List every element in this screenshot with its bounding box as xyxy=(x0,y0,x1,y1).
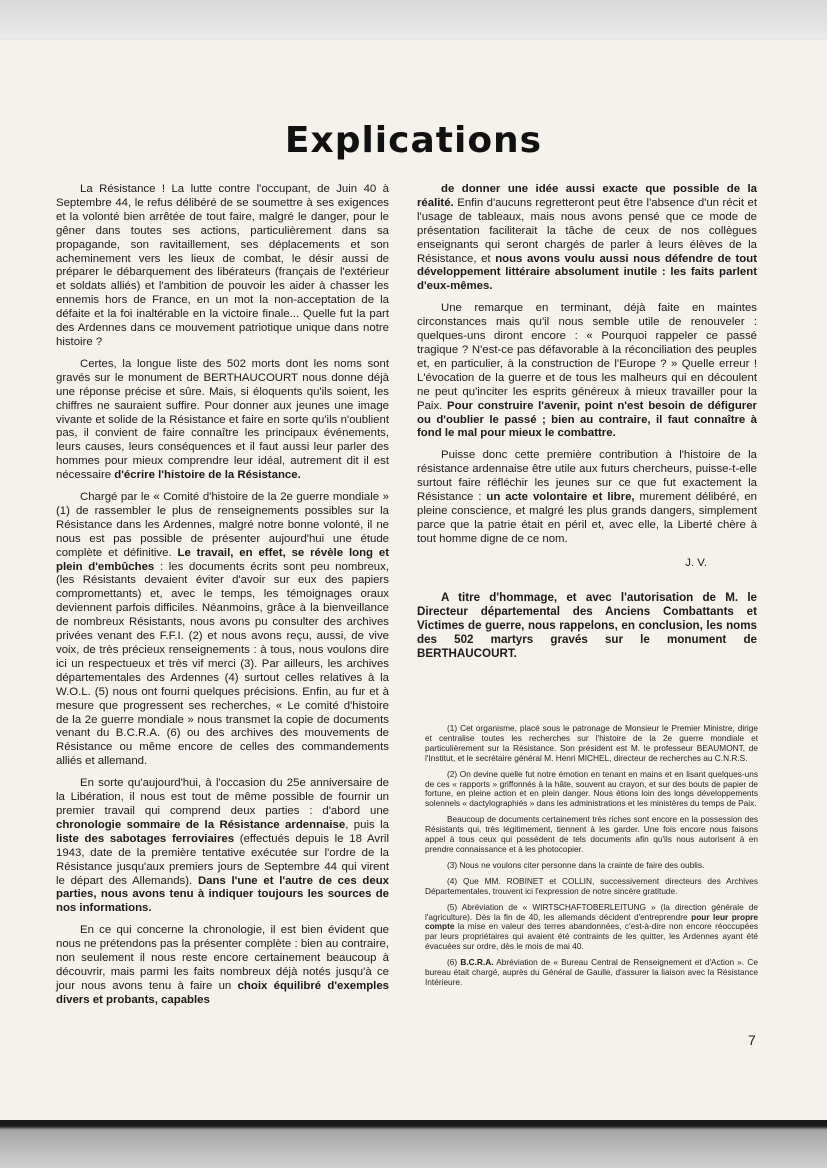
footnotes xyxy=(425,724,758,994)
right-column xyxy=(417,183,757,670)
emphasis-text: choix équilibré d'exemples divers et probants, capables xyxy=(56,979,389,1006)
emphasis-text: d'écrire l'histoire de la Résistance. xyxy=(114,469,301,482)
footnote xyxy=(425,770,758,810)
body-text: (1) Cet organisme, placé sous le patronage de Monsieur le Premier Ministre, dirige et centralise toutes les recherches sur l'histoire de la 2e guerre mondiale et particulièrement sur la Résistance. Son président est M. le professeur BEAUMONT, de l'Institut, et le secrétaire général M. Henri MICHEL, directeur de recherches au C.N.R.S. xyxy=(425,723,758,763)
body-text: Chargé par le « Comité d'histoire de la 2e guerre mondiale » (1) de rassembler le plus de renseignements possibles sur la Résistance dans les Ardennes, malgré notre bonne volonté, il ne nous est pas possible de présenter aujourd'hui une étude complète et définitive. xyxy=(56,491,389,559)
body-text: En sorte qu'aujourd'hui, à l'occasion du 25e anniversaire de la Libération, il nous est tout de même possible de fournir un premier travail qui comprend deux parties : d'abord une xyxy=(56,777,389,817)
emphasis-text: chronologie sommaire de la Résistance ardennaise xyxy=(56,818,346,831)
emphasis-text: liste des sabotages ferroviaires xyxy=(56,832,235,845)
body-text: Certes, la longue liste des 502 morts dont les noms sont gravés sur le monument de BERTHAUCOURT nous donne déjà une réponse précise et sûre. Mais, si éloquents qu'ils soient, les chiffres ne sauraient suffire. Pour donner aux jeunes une image vivante et solide de la Résistance et faire en sorte qu'ils n'oublient pas, il convient de faire connaître les principaux événements, leurs causes, leurs conséquences et il faut aussi leur parler des hommes pour mieux comprendre leur idéal, autrement dit il est nécessaire xyxy=(56,357,389,482)
body-text: murement délibéré, en pleine conscience, et malgré les plus grands dangers, simplement parce que la patrie était en péril et, avec elle, la Liberté chère à tout homme digne de ce nom. xyxy=(417,491,757,545)
paragraph xyxy=(417,449,757,546)
paragraph xyxy=(56,924,389,1007)
paragraph xyxy=(56,491,389,769)
page-title: Explications xyxy=(284,120,543,161)
emphasis-text: nous avons voulu aussi nous défendre de tout développement littéraire absolument inutile : les faits parlent d'eux-mêmes. xyxy=(417,252,758,293)
footnote xyxy=(425,861,758,871)
emphasis-text: B.C.R.A. xyxy=(460,957,494,968)
body-text: Puisse donc cette première contribution à l'histoire de la résistance ardennaise être utile aux futurs chercheurs, puisse-t-elle surtout faire réfléchir les jeunes sur ce que fut exactement la Résistance : xyxy=(417,449,757,504)
body-text: Enfin d'aucuns regretteront peut être l'absence d'un récit et l'usage de tableaux, mais nous avons pensé que ce mode de présentation faciliterait la tâche de ceux de nos collègues enseignants qui seront chargés de parler à leurs élèves de la Résistance, et xyxy=(417,196,757,265)
paragraph xyxy=(417,302,757,441)
body-text: La Résistance ! La lutte contre l'occupant, de Juin 40 à Septembre 44, le refus délibéré de se soumettre à ses exigences et la volonté bien arrêtée de tout faire, malgré le danger, pour le gêner dans toutes ses actions, particulièrement dans sa propagande, son ravitaillement, ses déplacements et son acheminement vers les lieux de combat, le désir aussi de préparer le débarquement des libérateurs (français de l'extérieur et soldats alliés) et l'ambition de pouvoir les aider à chasser les ennemis hors de France, en un mot la non-acceptation de la défaite et la foi inaltérable en la victoire finale... Quelle fut la part des Ardennes dans ce mouvement patriotique unique dans notre histoire ? xyxy=(56,183,389,348)
homage-paragraph: A titre d'hommage, et avec l'autorisation de M. le Directeur départemental des Anciens Combattants et Victimes de guerre, nous rappelons, en conclusion, les noms des 502 martyrs gravés sur le monument de BERTHAUCOURT. xyxy=(417,590,757,661)
footnote xyxy=(425,877,758,897)
paragraph xyxy=(56,358,389,483)
emphasis-text: Le travail, en effet, se révèle long et plein d'embûches xyxy=(56,546,389,573)
body-text: (3) Nous ne voulons citer personne dans la crainte de faire des oublis. xyxy=(447,859,705,870)
paragraph xyxy=(56,777,389,916)
body-text: En ce qui concerne la chronologie, il est bien évident que nous ne prétendons pas la présenter complète : bien au contraire, non seulement il nous reste encore certainement beaucoup à découvrir, mais parmi les faits nombreux déjà notés jusqu'à ce jour nous avons tenu à faire un xyxy=(56,924,389,992)
emphasis-text: Dans l'une et l'autre de ces deux parties, nous avons tenu à indiquer toujours les sources de nos informations. xyxy=(56,874,389,915)
emphasis-text: pour leur propre compte xyxy=(425,911,758,932)
footnote xyxy=(425,724,758,764)
body-text: (6) xyxy=(447,957,461,968)
paragraph xyxy=(417,183,757,294)
paragraph xyxy=(56,183,389,350)
body-text: (effectués depuis le 18 Avril 1943, date de la première tentative exécutée sur l'ordre de la Résistance jusqu'aux premiers jours de Septembre 44 qui virent le départ des Allemands). xyxy=(56,832,389,887)
body-text: (5) Abréviation de « WIRTSCHAFTOBERLEITUNG » (la direction générale de l'agriculture). Dès la fin de 40, les allemands décident d'entreprendre xyxy=(425,901,758,922)
body-text: (2) On devine quelle fut notre émotion en tenant en mains et en lisant quelques-uns de ces « rapports » griffonnés à la hâte, souvent au crayon, et sur des bouts de papier de fortune, en pleine action et en plein danger. Nous étions loin des longs développements solennels « dactylographiés » dans les administrations et les ministères du temps de Paix. xyxy=(425,768,758,809)
signature: J. V. xyxy=(685,556,707,569)
body-text: Une remarque en terminant, déjà faite en maintes circonstances mais qu'il nous semble utile de renouveler : quelques-uns diront encore : « Pourquoi rappeler ce passé tragique ? N'est-ce pas défavorable à la réconciliation des peuples et, en particulier, à la construction de l'Europe ? » Quelle erreur ! L'évocation de la guerre et de tous les malheurs qui en découlent ne peut qu'inciter les esprits généreux à mieux travailler pour la Paix. xyxy=(417,302,757,412)
body-text: Abréviation de « Bureau Central de Renseignement et d'Action ». Ce bureau était chargé, auprès du Général de Gaulle, d'assurer la liaison avec la Résistance Intérieure. xyxy=(425,957,758,987)
body-text: : les documents écrits sont peu nombreux, (les Résistants devaient éviter d'avoir sur eux des papiers compromettants) et, avec le temps, les témoignages oraux deviennent parfois difficiles. Néanmoins, grâce à la bienveillance de nombreux Résistants, nous avons pu consulter des archives privées venant des F.F.I. (2) et nous avons reçu, aussi, de vive voix, de très précieux renseignements : à tous, nous voulons dire ici un respectueux et très vif merci (3). Par ailleurs, les archives départementales des Ardennes (4) surtout celles relatives à la W.O.L. (5) nous ont fourni quelques précisions. Enfin, au fur et à mesure que progressent ses recherches, « Le comité d'histoire de la 2e guerre mondiale » nous transmet la copie de documents venant du B.C.R.A. (6) ou des archives des mouvements de Résistance ou même encore de celles des commandements alliés et allemand. xyxy=(56,560,389,768)
emphasis-text: un acte volontaire et libre, xyxy=(486,491,635,504)
left-column xyxy=(56,183,389,1016)
footnote xyxy=(425,958,758,988)
body-text: Beaucoup de documents certainement très riches sont encore en la possession des Résistants qui, très légitimement, tiennent à les garder. Une fois encore nous faisons appel à tous ceux qui possèdent de tels documents afin qu'ils nous autorisent à en prendre connaissance et à les photocopier. xyxy=(425,814,758,854)
footnote xyxy=(425,815,758,855)
body-text: (4) Que MM. ROBINET et COLLIN, successivement directeurs des Archives Départementales, trouvent ici l'expression de notre sincère gratitude. xyxy=(425,875,758,896)
body-text: la mise en valeur des terres abandonnées, c'est-à-dire non encore réoccupées par leurs propriétaires qui avaient été contraints de les quitter, les Ardennes ayant été évacuées sur ordre, dès le mois de mai 40. xyxy=(425,921,758,952)
scan-bottom-edge xyxy=(0,1120,827,1168)
body-text: , puis la xyxy=(345,818,389,831)
footnote xyxy=(425,903,758,953)
emphasis-text: de donner une idée aussi exacte que possible de la réalité. xyxy=(417,183,757,209)
emphasis-text: Pour construire l'avenir, point n'est besoin de défigurer ou d'oublier le passé ; bien au contraire, il faut connaître à fond le mal pour mieux le combattre. xyxy=(417,399,757,440)
page-number: 7 xyxy=(748,1032,756,1048)
